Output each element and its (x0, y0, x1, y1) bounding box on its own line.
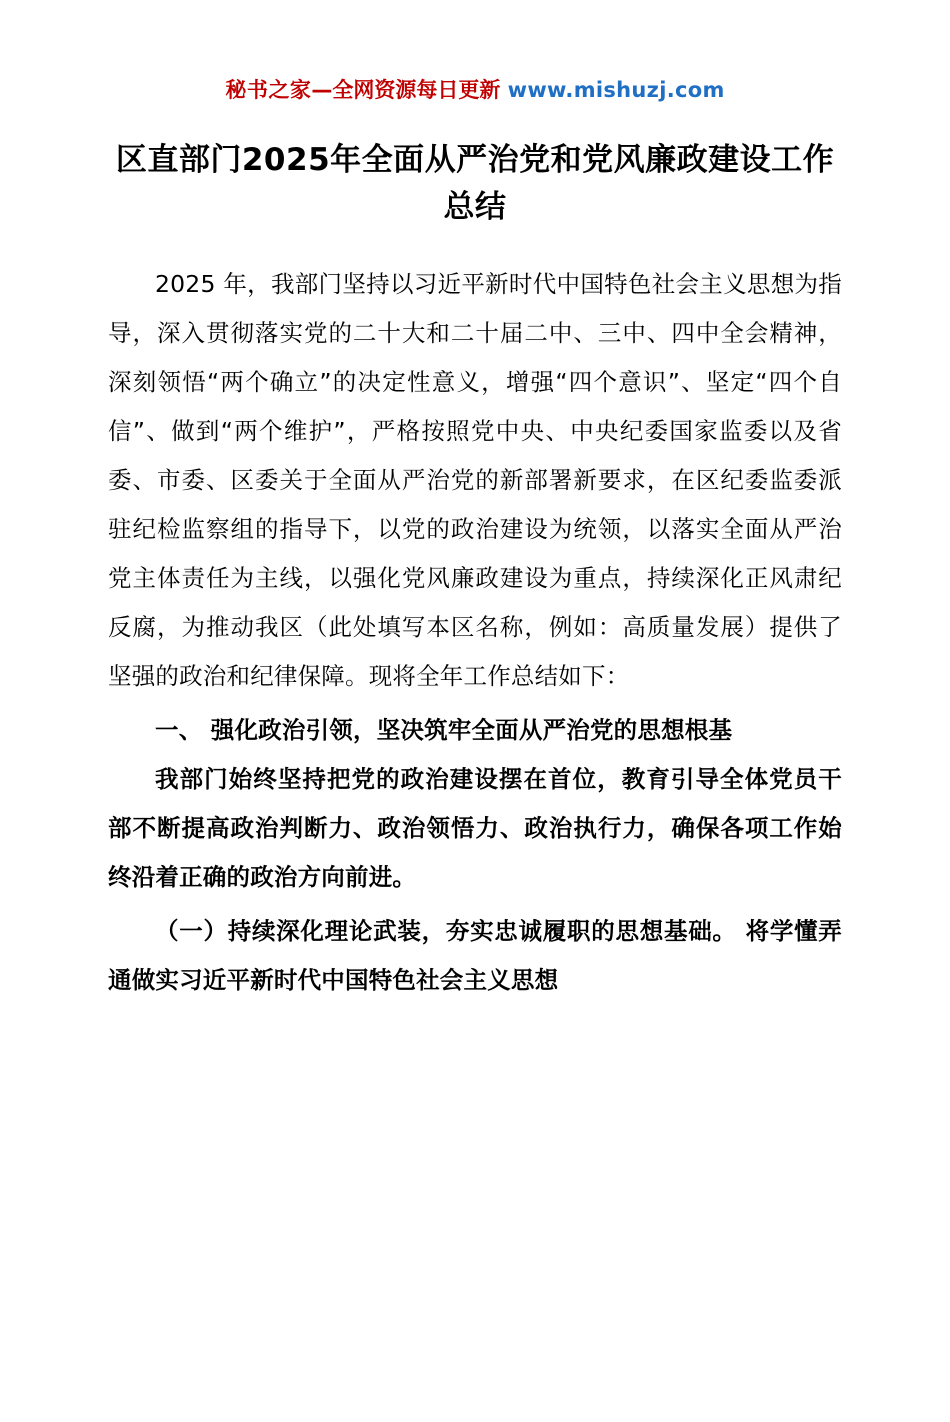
watermark-url-link[interactable]: www.mishuzj.com (507, 78, 725, 102)
document-body (108, 260, 842, 1005)
paragraph-intro: 2025 年，我部门坚持以习近平新时代中国特色社会主义思想为指导，深入贯彻落实党的二十大和二十届二中、三中、四中全会精神，深刻领悟“两个确立”的决定性意义，增强“四个意识”、坚定“四个自信”、做到“两个维护”，严格按照党中央、中央纪委国家监委以及省委、市委、区委关于全面从严治党的新部署新要求，在区纪委监委派驻纪检监察组的指导下，以党的政治建设为统领，以落实全面从严治党主体责任为主线，以强化党风廉政建设为重点，持续深化正风肃纪反腐，为推动我区（此处填写本区名称，例如：高质量发展）提供了坚强的政治和纪律保障。现将全年工作总结如下： (108, 270, 842, 691)
paragraph-section-one-body: 我部门始终坚持把党的政治建设摆在首位，教育引导全体党员干部不断提高政治判断力、政治领悟力、政治执行力，确保各项工作始终沿着正确的政治方向前进。 (108, 765, 842, 892)
document-page (0, 78, 950, 1422)
watermark-tagline: —全网资源每日更新 (311, 78, 508, 102)
document-title: 区直部门2025年全面从严治党和党风廉政建设工作总结 (115, 142, 835, 225)
site-watermark (108, 78, 842, 103)
paragraph-subsection-one: （一）持续深化理论武装，夯实忠诚履职的思想基础。 将学懂弄通做实习近平新时代中国特色社会主义思想 (108, 917, 842, 995)
heading-section-one: 一、 强化政治引领，坚决筑牢全面从严治党的思想根基 (155, 716, 733, 745)
watermark-brand: 秘书之家 (225, 78, 312, 102)
